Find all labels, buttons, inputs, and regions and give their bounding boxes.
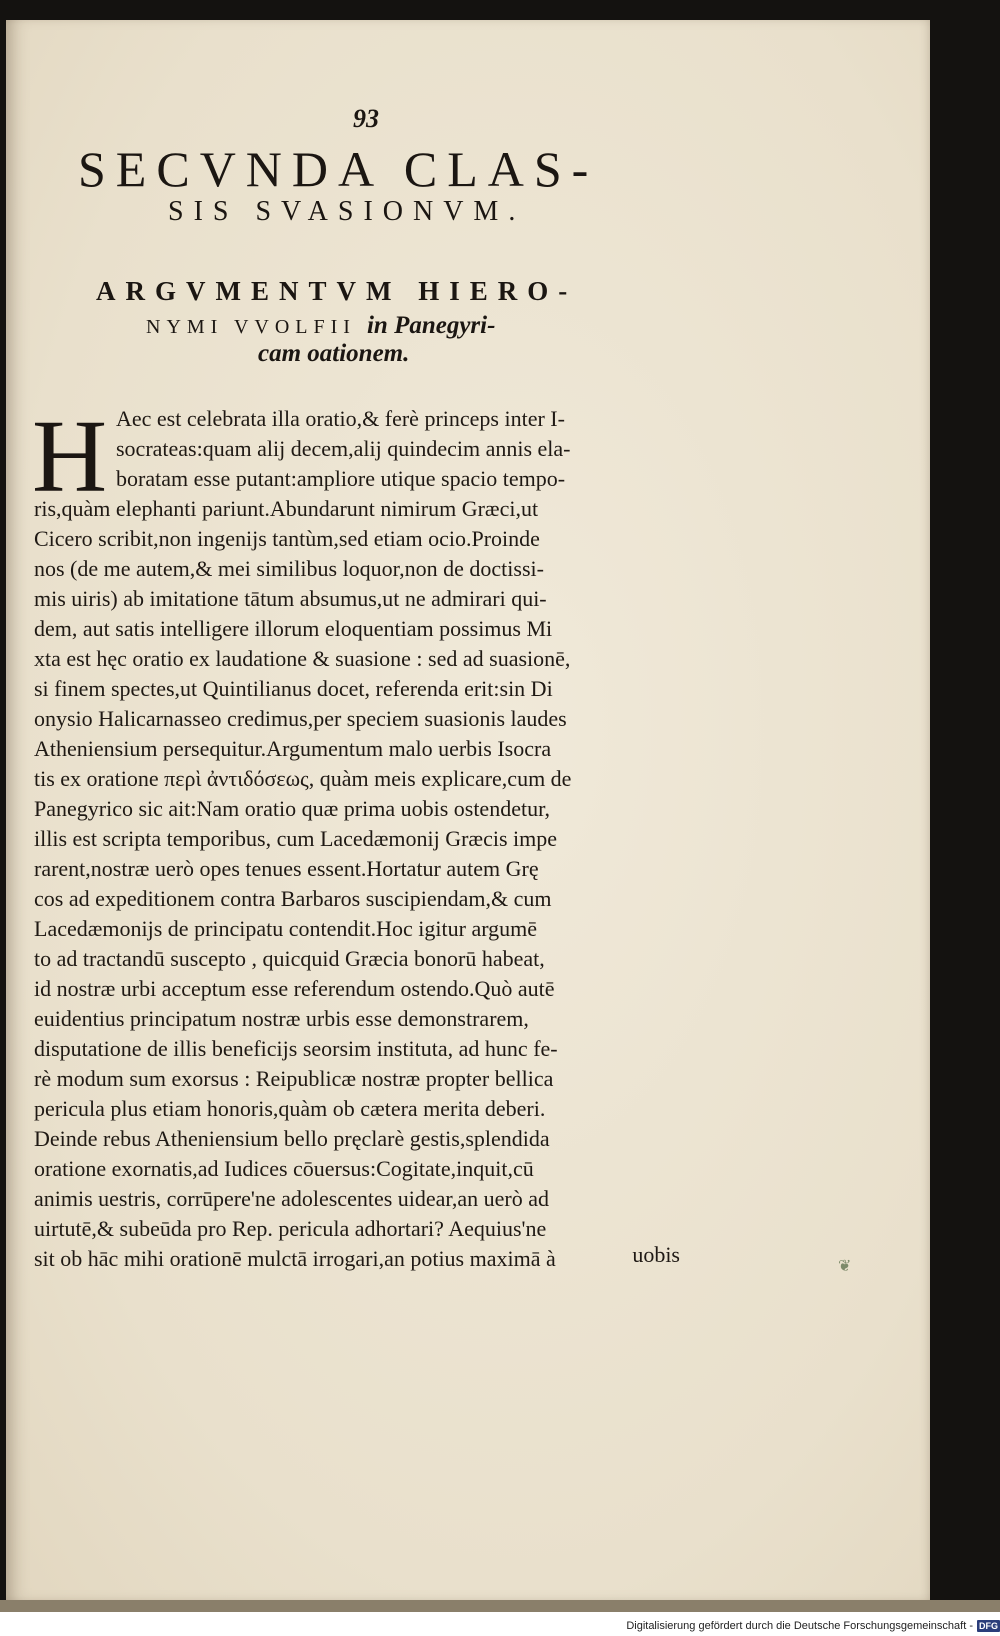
footer-credit: Digitalisierung gefördert durch die Deutsche Forschungsgemeinschaft - [626,1620,973,1632]
text-line: Panegyrico sic ait:Nam oratio quæ prima uobis ostendetur, [34,796,551,821]
drop-capital: H [32,399,108,514]
catchword: uobis [632,1242,680,1267]
text-line: disputatione de illis beneficijs seorsim instituta, ad hunc fe- [34,1036,558,1061]
text-line: uirtutē,& subeūda pro Rep. pericula adhortari? Aequius'ne [34,1216,547,1241]
text-line: Cicero scribit,non ingenijs tantùm,sed etiam ocio.Proinde [34,526,540,551]
page-bottom-edge [0,1600,1000,1612]
title-line-1: SECVNDA CLAS- [78,141,599,197]
title-line-2: SIS SVASIONVM. [168,196,526,227]
text-line: oratione exornatis,ad Iudices cōuersus:Cogitate,inquit,cū [34,1156,534,1181]
text-line: socrateas:quam alij decem,alij quindecim annis ela- [116,436,571,461]
text-line: to ad tractandū suscepto , quicquid Græcia bonorū habeat, [34,946,545,971]
text-line: boratam esse putant:ampliore utique spacio tempo- [116,466,566,491]
text-line: dem, aut satis intelligere illorum eloquentiam possimus Mi [34,616,553,641]
argument-heading-italic: in Panegyri- [366,312,496,339]
dfg-logo: DFG [979,1621,998,1631]
argument-heading-caps: NYMI VVOLFII [146,316,356,338]
text-line: si finem spectes,ut Quintilianus docet, referenda erit:sin Di [34,676,553,701]
text-line: pericula plus etiam honoris,quàm ob cætera merita deberi. [34,1096,546,1121]
text-line: onysio Halicarnasseo credimus,per speciem suasionis laudes [34,706,567,731]
argument-heading-line-3: cam oationem. [258,340,410,367]
text-line: Aec est celebrata illa oratio,& ferè princeps inter I- [116,406,565,431]
text-line: cos ad expeditionem contra Barbaros suscipiendam,& cum [34,886,552,911]
text-line: rè modum sum exorsus : Reipublicæ nostræ propter bellica [34,1066,554,1091]
text-line: illis est scripta temporibus, cum Lacedæmonij Græcis impe [34,826,558,851]
text-line: Deinde rebus Atheniensium bello pręclarè gestis,splendida [34,1126,550,1151]
body-text [32,399,690,1274]
text-line: nos (de me autem,& mei similibus loquor,non de doctissi- [34,556,544,581]
digitization-footer [580,1616,1000,1636]
text-line: euidentius principatum nostræ urbis esse demonstrarem, [34,1006,529,1031]
text-line: tis ex oratione περὶ ἀντιδόσεως, quàm meis explicare,cum de [34,766,572,791]
argument-heading-line-1: ARGVMENTVM HIERO- [96,276,578,306]
library-stamp-mark: ❦ [838,1256,852,1275]
folio-number: 93 [353,104,379,133]
text-line: Atheniensium persequitur.Argumentum malo uerbis Isocra [34,736,552,761]
text-line: Lacedæmonijs de principatu contendit.Hoc igitur argumē [34,916,538,941]
text-line: rarent,nostræ uerò opes tenues essent.Hortatur autem Grę [34,856,539,881]
argument-heading-line-2 [146,312,606,340]
text-line: animis uestris, corrūpere'ne adolescentes uidear,an uerò ad [34,1186,549,1211]
text-line: ris,quàm elephanti pariunt.Abundarunt nimirum Græci,ut [34,496,539,521]
text-line: sit ob hāc mihi orationē mulctā irrogari,an potius maximā à [34,1246,556,1271]
text-line: xta est hęc oratio ex laudatione & suasione : sed ad suasionē, [34,646,571,671]
text-line: mis uiris) ab imitatione tātum absumus,ut ne admirari qui- [34,586,547,611]
text-line: id nostræ urbi acceptum esse referendum ostendo.Quò autē [34,976,555,1001]
